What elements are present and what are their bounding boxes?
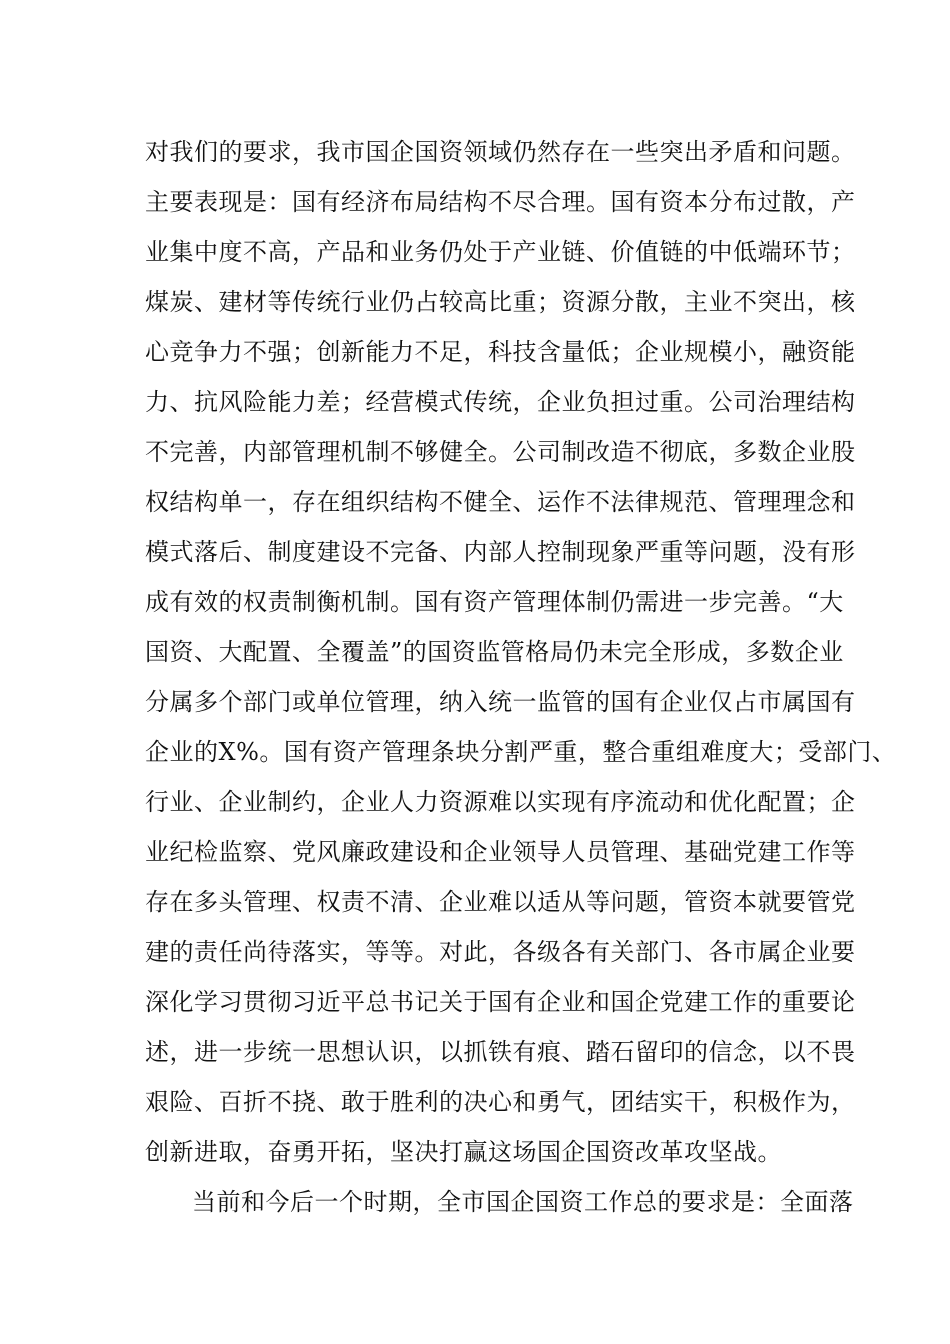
text-line-15: 业纪检监察、党风廉政建设和企业领导人员管理、基础党建工作等 — [145, 838, 856, 866]
text-line-8: 权结构单一，存在组织结构不健全、运作不法律规范、管理理念和 — [145, 488, 856, 516]
text-line-12: 分属多个部门或单位管理，纳入统一监管的国有企业仅占市属国有 — [145, 688, 856, 716]
text-line-11: 国资、大配置、全覆盖”的国资监管格局仍未完全形成，多数企业 — [145, 638, 844, 666]
text-line-17: 建的责任尚待落实，等等。对此，各级各有关部门、各市属企业要 — [145, 938, 856, 966]
text-line-18: 深化学习贯彻习近平总书记关于国有企业和国企党建工作的重要论 — [145, 988, 856, 1016]
text-line-3: 业集中度不高，产品和业务仍处于产业链、价值链的中低端环节； — [145, 238, 856, 266]
text-line-2: 主要表现是：国有经济布局结构不尽合理。国有资本分布过散，产 — [145, 188, 856, 216]
text-line-16: 存在多头管理、权责不清、企业难以适从等问题，管资本就要管党 — [145, 888, 856, 916]
text-line-4: 煤炭、建材等传统行业仍占较高比重；资源分散，主业不突出，核 — [145, 288, 856, 316]
text-line-22: 当前和今后一个时期，全市国企国资工作总的要求是：全面落 — [192, 1188, 854, 1216]
text-line-5: 心竞争力不强；创新能力不足，科技含量低；企业规模小，融资能 — [145, 338, 856, 366]
text-line-10: 成有效的权责制衡机制。国有资产管理体制仍需进一步完善。“大 — [145, 588, 844, 616]
text-line-13: 企业的X%。国有资产管理条块分割严重，整合重组难度大；受部门、 — [145, 738, 897, 766]
text-line-7: 不完善，内部管理机制不够健全。公司制改造不彻底，多数企业股 — [145, 438, 856, 466]
text-line-20: 艰险、百折不挠、敢于胜利的决心和勇气，团结实干，积极作为， — [145, 1088, 856, 1116]
text-line-19: 述，进一步统一思想认识，以抓铁有痕、踏石留印的信念，以不畏 — [145, 1038, 856, 1066]
text-line-21: 创新进取，奋勇开拓，坚决打赢这场国企国资改革攻坚战。 — [145, 1138, 782, 1166]
text-line-6: 力、抗风险能力差；经营模式传统，企业负担过重。公司治理结构 — [145, 388, 856, 416]
text-line-9: 模式落后、制度建设不完备、内部人控制现象严重等问题，没有形 — [145, 538, 856, 566]
text-line-14: 行业、企业制约，企业人力资源难以实现有序流动和优化配置；企 — [145, 788, 856, 816]
text-line-1: 对我们的要求，我市国企国资领域仍然存在一些突出矛盾和问题。 — [145, 138, 856, 166]
